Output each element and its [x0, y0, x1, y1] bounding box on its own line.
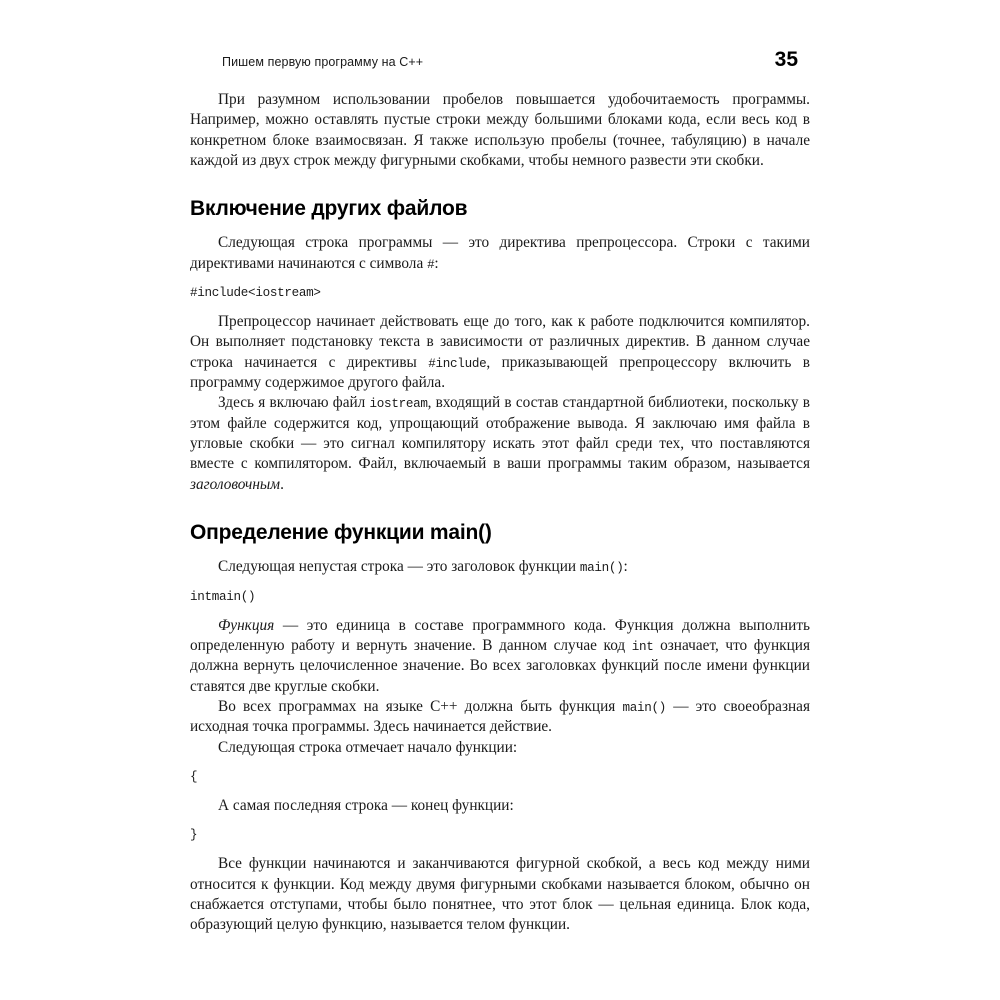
paragraph-include-1: [190, 233, 810, 274]
text-run: — это своеобразная исходная точка программы. Здесь начинается действие.: [190, 697, 810, 736]
text-run: Во всех программах на языке C++ должна быть функция: [218, 697, 623, 715]
page-number: 35: [774, 48, 798, 71]
text-run: :: [623, 558, 628, 576]
text-run: :: [434, 254, 439, 272]
inline-code-int: int: [631, 639, 654, 654]
paragraph-include-3: [190, 393, 810, 495]
paragraph-main-3: [190, 697, 810, 738]
paragraph-main-6: Все функции начинаются и заканчиваются фигурной скобкой, а весь код между ними относится к функции. Код между двумя фигурными скобками называется блоком, обычно он снабжается отступами, чтобы было понятнее, что этот блок — цельная единица. Блок кода, образующий целую функцию, называется телом функции.: [190, 855, 810, 934]
inline-code-hash: #: [427, 257, 435, 272]
code-line-intmain: intmain(): [190, 589, 256, 604]
paragraph-include-2: [190, 312, 810, 393]
emphasis-header-file: заголовочным: [190, 475, 281, 493]
paragraph-intro: При разумном использовании пробелов повышается удобочитаемость программы. Например, можно оставлять пустые строки между большими блоками кода, если весь код в конкретном блоке взаимосвязан. Я также использую пробелы (точнее, табуляцию) в начале каждой из двух строк между фигурными скобками, чтобы немного развести эти скобки.: [190, 91, 810, 170]
text-run: , приказывающей препроцессору включить в программу содержимое другого файла.: [190, 353, 810, 392]
running-head: Пишем первую программу на C++: [222, 55, 424, 69]
heading-main-function: Определение функции main(): [190, 521, 492, 545]
page-header: [190, 48, 810, 72]
paragraph-main-1: [190, 557, 810, 577]
code-line-include: #include<iostream>: [190, 286, 321, 301]
text-run: Следующая строка программы — это директива препроцессора. Строки с такими директивами начинаются с символа: [190, 234, 810, 272]
text-run: Здесь я включаю файл: [218, 394, 370, 412]
code-line-close-brace: }: [190, 828, 198, 843]
text-run: Следующая непустая строка — это заголовок функции: [218, 558, 580, 576]
inline-code-iostream: iostream: [369, 397, 428, 412]
heading-include-files: Включение других файлов: [190, 197, 468, 221]
paragraph-main-2: [190, 616, 810, 697]
paragraph-main-5: А самая последняя строка — конец функции:: [218, 796, 514, 814]
text-run: Препроцессор начинает действовать еще до того, как к работе подключится компилятор. Он выполняет подстановку текста в зависимости от различных директив. В данном случае строка начинается с директивы: [190, 313, 810, 371]
inline-code-main-2: main(): [622, 700, 667, 715]
page-content: [190, 48, 810, 936]
text-run: , входящий в состав стандартной библиотеки, поскольку в этом файле содержится код, упрощающий отображение вывода. Я заключаю имя файла в угловые скобки — это сигнал компилятору искать этот файл среди тех, что поставляются вместе с компилятором. Файл, включаемый в ваши программы таким образом, называется: [190, 394, 810, 473]
inline-code-main: main(): [579, 561, 624, 576]
text-run: .: [280, 475, 284, 493]
text-run: означает, что функция должна вернуть целочисленное значение. Во всех заголовках функций после имени функции ставятся две круглые скобки.: [190, 636, 810, 695]
text-run: — это единица в составе программного кода. Функция должна выполнить определенную работу и вернуть значение. В данном случае код: [190, 616, 810, 654]
paragraph-main-4: Следующая строка отмечает начало функции:: [218, 738, 518, 756]
emphasis-function: Функция: [218, 616, 275, 634]
code-line-open-brace: {: [190, 769, 198, 784]
inline-code-include: #include: [428, 356, 487, 371]
